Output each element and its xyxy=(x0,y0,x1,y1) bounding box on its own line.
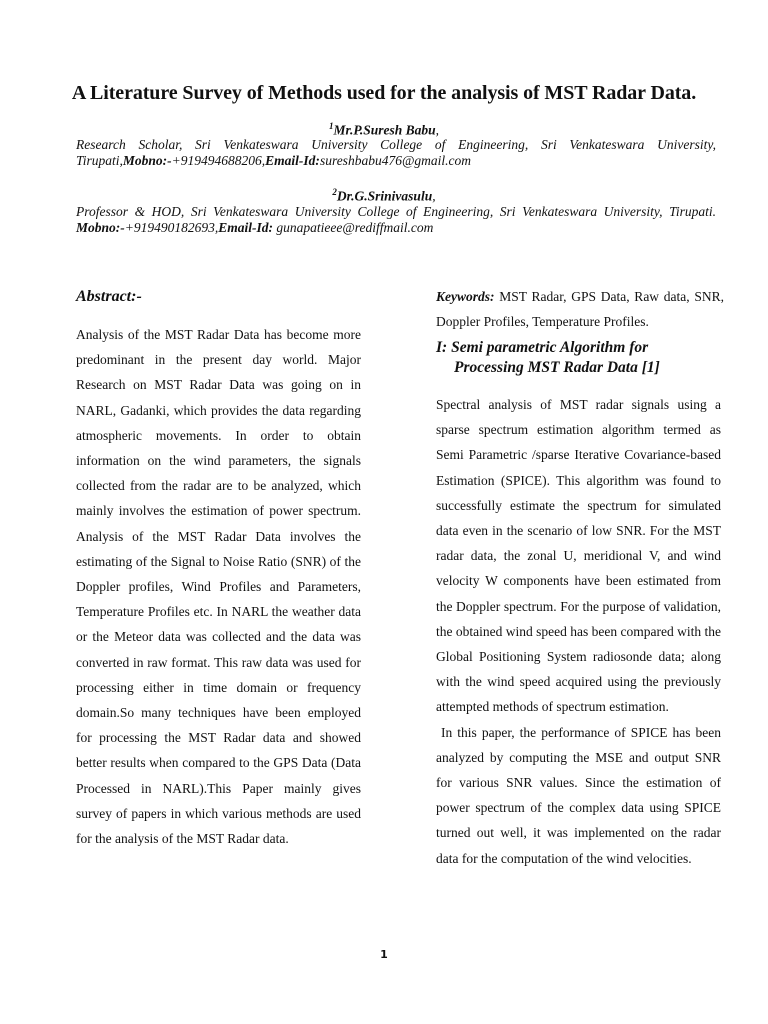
author-1-mob-label: Mobno:- xyxy=(122,153,172,168)
author-2-mob: +919490182693, xyxy=(124,220,219,235)
keywords-paragraph xyxy=(436,284,724,334)
author-1-name-text: Mr.P.Suresh Babu xyxy=(333,122,436,138)
author-2-affiliation-text: Professor & HOD, Sri Venkateswara University College of Engineering, Sri Venkateswara University, Tirupati. xyxy=(76,204,716,219)
author-2-email: gunapatieee@rediffmail.com xyxy=(273,220,434,235)
section-1-body xyxy=(436,392,725,871)
section-1-para-1: Spectral analysis of MST radar signals using a sparse spectrum estimation algorithm termed as Semi Parametric /sparse Iterative Covariance-based Estimation (SPICE). This algorithm was found to successfully estimate the spectrum for simulated data even in the scenario of low SNR. For the MST radar data, the zonal U, meridional V, and wind velocity W components have been estimated from the Doppler spectrum. For the purpose of validation, the obtained wind speed has been compared with the Global Positioning System radiosonde data; along with the wind speed acquired using the previously attempted methods of spectrum estimation. xyxy=(436,397,721,715)
author-1-index: 1 xyxy=(328,121,334,131)
section-1-heading xyxy=(436,338,726,378)
section-1-heading-line1: I: Semi parametric Algorithm for xyxy=(436,339,649,356)
author-2-name: $^2$Dr.G.Srinivasulu, xyxy=(332,187,436,204)
author-2-index: 2 xyxy=(332,187,337,197)
author-1-affiliation xyxy=(76,137,716,169)
keywords-label: Keywords: xyxy=(436,289,495,304)
author-2-affiliation xyxy=(76,204,716,236)
page-number: 1 xyxy=(380,948,388,961)
keywords-text: MST Radar, GPS Data, Raw data, SNR, Doppler Profiles, Temperature Profiles. xyxy=(436,289,724,330)
abstract-body: Analysis of the MST Radar Data has become more predominant in the present day world. Major Research on MST Radar Data was going on in NARL, Gadanki, which provides the data regarding atmospheric movements. In order to obtain information on the wind parameters, the signals collected from the radar are to be analyzed, which mainly involves the estimation of power spectrum. Analysis of the MST Radar Data involves the estimating of the Signal to Noise Ratio (SNR) of the Doppler profiles, Wind Profiles and Parameters, Temperature Profiles etc. In NARL the weather data or the Meteor data was collected and the data was converted in raw format. This raw data was used for processing either in time domain or frequency domain.So many techniques have been employed for processing the MST Radar data and showed better results when compared to the GPS Data (Data Processed in NARL).This Paper mainly gives survey of papers in which various methods are used for the analysis of the MST Radar data. xyxy=(76,327,361,847)
author-2-email-label: Email-Id: xyxy=(218,220,274,235)
author-1-email-label: Email-Id: xyxy=(265,153,320,168)
abstract-heading: Abstract:- xyxy=(76,288,142,305)
section-1-para-2: In this paper, the performance of SPICE has been analyzed by computing the MSE and output SNR for various SNR values. Since the estimation of power spectrum of the complex data using SPICE turned out well, it was implemented on the radar data for the computation of the wind velocities. xyxy=(436,724,725,866)
author-2-name-text: Dr.G.Srinivasulu xyxy=(336,188,433,204)
keywords-block xyxy=(436,284,724,334)
author-1-mob: +919494688206, xyxy=(171,153,266,168)
author-2-mob-label: Mobno:- xyxy=(76,220,125,235)
author-1-affiliation-text: Research Scholar, Sri Venkateswara University College of Engineering, Sri Venkateswara University, Tirupati, xyxy=(76,137,716,168)
section-1-heading-line2: Processing MST Radar Data [1] xyxy=(454,359,660,376)
paper-title: A Literature Survey of Methods used for the analysis of MST Radar Data. xyxy=(71,82,697,104)
abstract-column xyxy=(76,322,361,851)
author-1-email: sureshbabu476@gmail.com xyxy=(319,153,471,168)
author-1-name: $^1$Mr.P.Suresh Babu, xyxy=(328,121,440,138)
